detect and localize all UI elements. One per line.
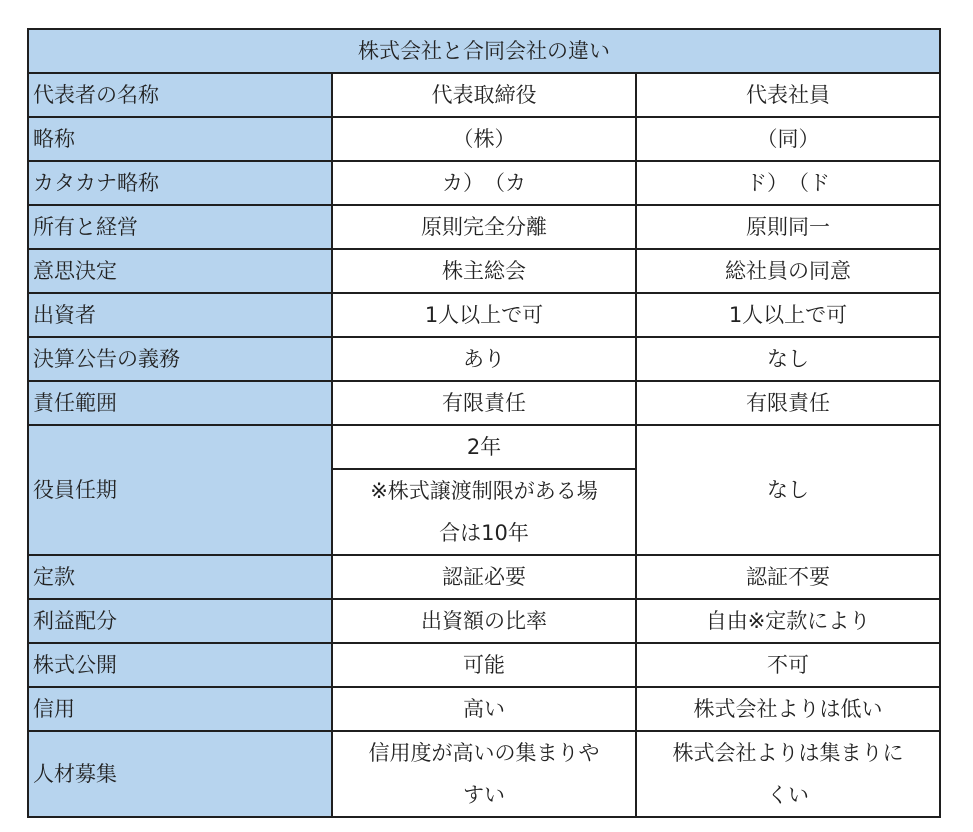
value-line: くい <box>767 783 809 807</box>
table-row <box>28 425 940 469</box>
table-row <box>28 337 940 381</box>
row-label: 信用 <box>28 687 332 731</box>
row-label: カタカナ略称 <box>28 161 332 205</box>
goudou-value: 認証不要 <box>636 555 940 599</box>
row-label: 意思決定 <box>28 249 332 293</box>
row-label: 利益配分 <box>28 599 332 643</box>
table-row <box>28 555 940 599</box>
table-title: 株式会社と合同会社の違い <box>28 29 940 73</box>
goudou-value: 株式会社よりは低い <box>636 687 940 731</box>
kabushiki-value: 出資額の比率 <box>332 599 636 643</box>
goudou-value: （同） <box>636 117 940 161</box>
row-label: 所有と経営 <box>28 205 332 249</box>
table-row <box>28 643 940 687</box>
kabushiki-value <box>332 731 636 817</box>
goudou-value: なし <box>636 337 940 381</box>
row-label: 役員任期 <box>28 425 332 555</box>
kabushiki-value: 認証必要 <box>332 555 636 599</box>
goudou-value: 原則同一 <box>636 205 940 249</box>
table-row <box>28 205 940 249</box>
table-row <box>28 293 940 337</box>
row-label: 株式公開 <box>28 643 332 687</box>
table-row <box>28 117 940 161</box>
kabushiki-value: 1人以上で可 <box>332 293 636 337</box>
table-row <box>28 731 940 817</box>
goudou-value: 有限責任 <box>636 381 940 425</box>
kabushiki-value: 有限責任 <box>332 381 636 425</box>
kabushiki-value: 代表取締役 <box>332 73 636 117</box>
kabushiki-value: 2年 <box>332 425 636 469</box>
kabushiki-value: 高い <box>332 687 636 731</box>
value-line: 信用度が高いの集まりや <box>368 741 600 765</box>
row-label: 人材募集 <box>28 731 332 817</box>
kabushiki-value: カ） （カ <box>332 161 636 205</box>
table-row <box>28 687 940 731</box>
goudou-value: 代表社員 <box>636 73 940 117</box>
table-row <box>28 381 940 425</box>
kabushiki-value: あり <box>332 337 636 381</box>
table-row <box>28 599 940 643</box>
kabushiki-value: 可能 <box>332 643 636 687</box>
note-line: 合は10年 <box>439 521 529 545</box>
note-line: ※株式譲渡制限がある場 <box>370 479 598 503</box>
goudou-value: 1人以上で可 <box>636 293 940 337</box>
row-label: 代表者の名称 <box>28 73 332 117</box>
comparison-table-wrapper <box>27 28 941 818</box>
comparison-table <box>27 28 941 818</box>
goudou-value: ド） （ド <box>636 161 940 205</box>
kabushiki-value: 原則完全分離 <box>332 205 636 249</box>
goudou-value: なし <box>636 425 940 555</box>
table-title-row <box>28 29 940 73</box>
row-label: 決算公告の義務 <box>28 337 332 381</box>
kabushiki-value: 株主総会 <box>332 249 636 293</box>
kabushiki-value: （株） <box>332 117 636 161</box>
goudou-value: 不可 <box>636 643 940 687</box>
value-line: 株式会社よりは集まりに <box>672 741 904 765</box>
goudou-value <box>636 731 940 817</box>
table-row <box>28 249 940 293</box>
goudou-value: 総社員の同意 <box>636 249 940 293</box>
goudou-value: 自由※定款により <box>636 599 940 643</box>
kabushiki-value-note <box>332 469 636 555</box>
value-line: すい <box>463 783 505 807</box>
row-label: 出資者 <box>28 293 332 337</box>
row-label: 定款 <box>28 555 332 599</box>
row-label: 責任範囲 <box>28 381 332 425</box>
table-row <box>28 73 940 117</box>
table-row <box>28 161 940 205</box>
row-label: 略称 <box>28 117 332 161</box>
